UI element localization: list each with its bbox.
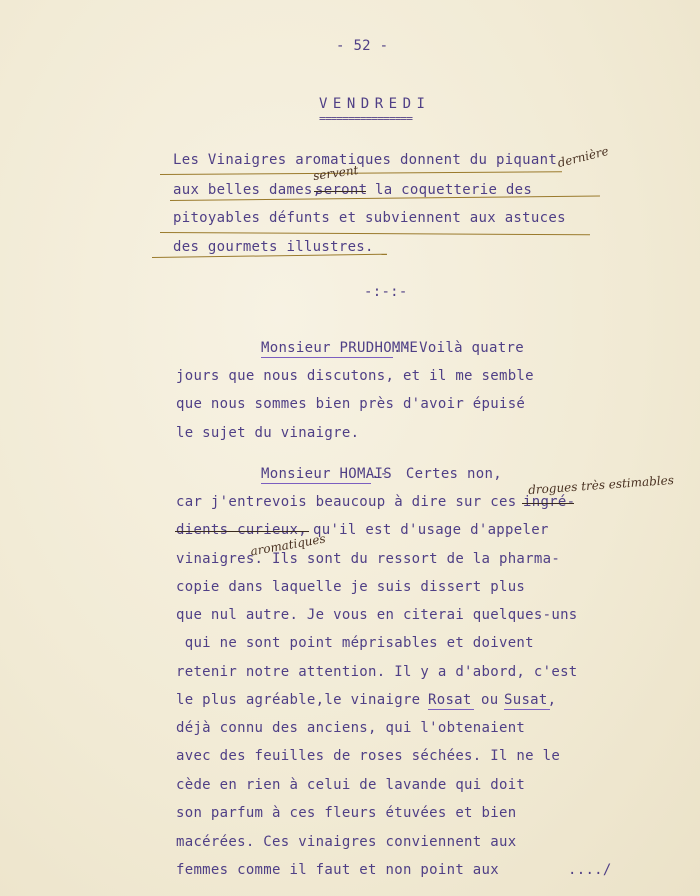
prudhomme-line-2: jours que nous discutons, et il me semble — [176, 368, 534, 384]
intro-line-1: Les Vinaigres aromatiques donnent du piquant — [173, 152, 558, 168]
homais-line-7: qui ne sont point méprisables et doivent — [176, 635, 534, 651]
strikethrough-ingre — [522, 503, 574, 504]
handwritten-aromatiques: aromatiques — [249, 531, 327, 559]
intro-line-3: pitoyables défunts et subviennent aux astuces — [173, 210, 566, 226]
intro-underline-3 — [160, 232, 590, 235]
speaker-homais: Monsieur HOMAIS — [261, 466, 392, 482]
handwritten-drogues-tres-estimables: drogues très estimables — [527, 472, 675, 498]
homais-line-13: son parfum à ces fleurs étuvées et bien — [176, 805, 517, 821]
homais-line-8: retenir notre attention. Il y a d'abord, c'est — [176, 664, 578, 680]
intro-line-2a: aux belles dames, — [173, 182, 322, 198]
homais-line-14: macérées. Ces vinaigres conviennent aux — [176, 834, 517, 850]
strikethrough-dients-curieux — [175, 531, 309, 532]
intro-line-2b: la coquetterie des — [375, 182, 533, 198]
intro-line-2-struck: seront — [315, 182, 368, 198]
homais-line-9-rosat: Rosat — [428, 692, 472, 708]
homais-line-9-ou: ou — [481, 692, 499, 708]
homais-line-9-susat: Susat, — [504, 692, 557, 708]
homais-line-9a: le plus agréable,le vinaigre — [176, 692, 421, 708]
homais-line-4: vinaigres. Ils sont du ressort de la pharma- — [176, 551, 561, 567]
prudhomme-line-1: .- Voilà quatre — [393, 340, 524, 356]
separator: -:-:- — [364, 284, 408, 300]
homais-line-3b: qu'il est d'usage d'appeler — [313, 522, 549, 538]
handwritten-servent: servent — [312, 162, 360, 184]
handwritten-derniere: dernière — [556, 143, 610, 171]
prudhomme-line-3: que nous sommes bien près d'avoir épuisé — [176, 396, 526, 412]
speaker-prudhomme-underline — [261, 357, 393, 358]
homais-line-5: copie dans laquelle je suis dissert plus — [176, 579, 526, 595]
intro-line-4: des gourmets illustres. — [173, 239, 374, 255]
speaker-prudhomme: Monsieur PRUDHOMME — [261, 340, 419, 356]
homais-line-11: avec des feuilles de roses séchées. Il ne le — [176, 748, 561, 764]
rosat-underline — [428, 709, 474, 710]
homais-line-10: déjà connu des anciens, qui l'obtenaient — [176, 720, 526, 736]
title-double-underline: ================ — [319, 112, 413, 125]
page-number: - 52 - — [336, 38, 389, 54]
homais-line-3-struck: dients curieux, — [176, 522, 307, 538]
susat-underline — [504, 709, 550, 710]
homais-line-15: femmes comme il faut et non point aux — [176, 862, 499, 878]
speaker-homais-underline — [261, 483, 371, 484]
homais-line-6: que nul autre. Je vous en citerai quelques-uns — [176, 607, 578, 623]
homais-line-1: .- Certes non, — [371, 466, 502, 482]
strikethrough-seront — [314, 191, 366, 192]
continuation-mark: ..../ — [568, 862, 612, 878]
page-title: VENDREDI — [319, 96, 431, 112]
homais-line-2-struck: ingré- — [523, 494, 576, 510]
prudhomme-line-4: le sujet du vinaigre. — [176, 425, 360, 441]
homais-line-2a: car j'entrevois beaucoup à dire sur ces — [176, 494, 517, 510]
intro-underline-1 — [160, 171, 562, 175]
homais-line-12: cède en rien à celui de lavande qui doit — [176, 777, 526, 793]
